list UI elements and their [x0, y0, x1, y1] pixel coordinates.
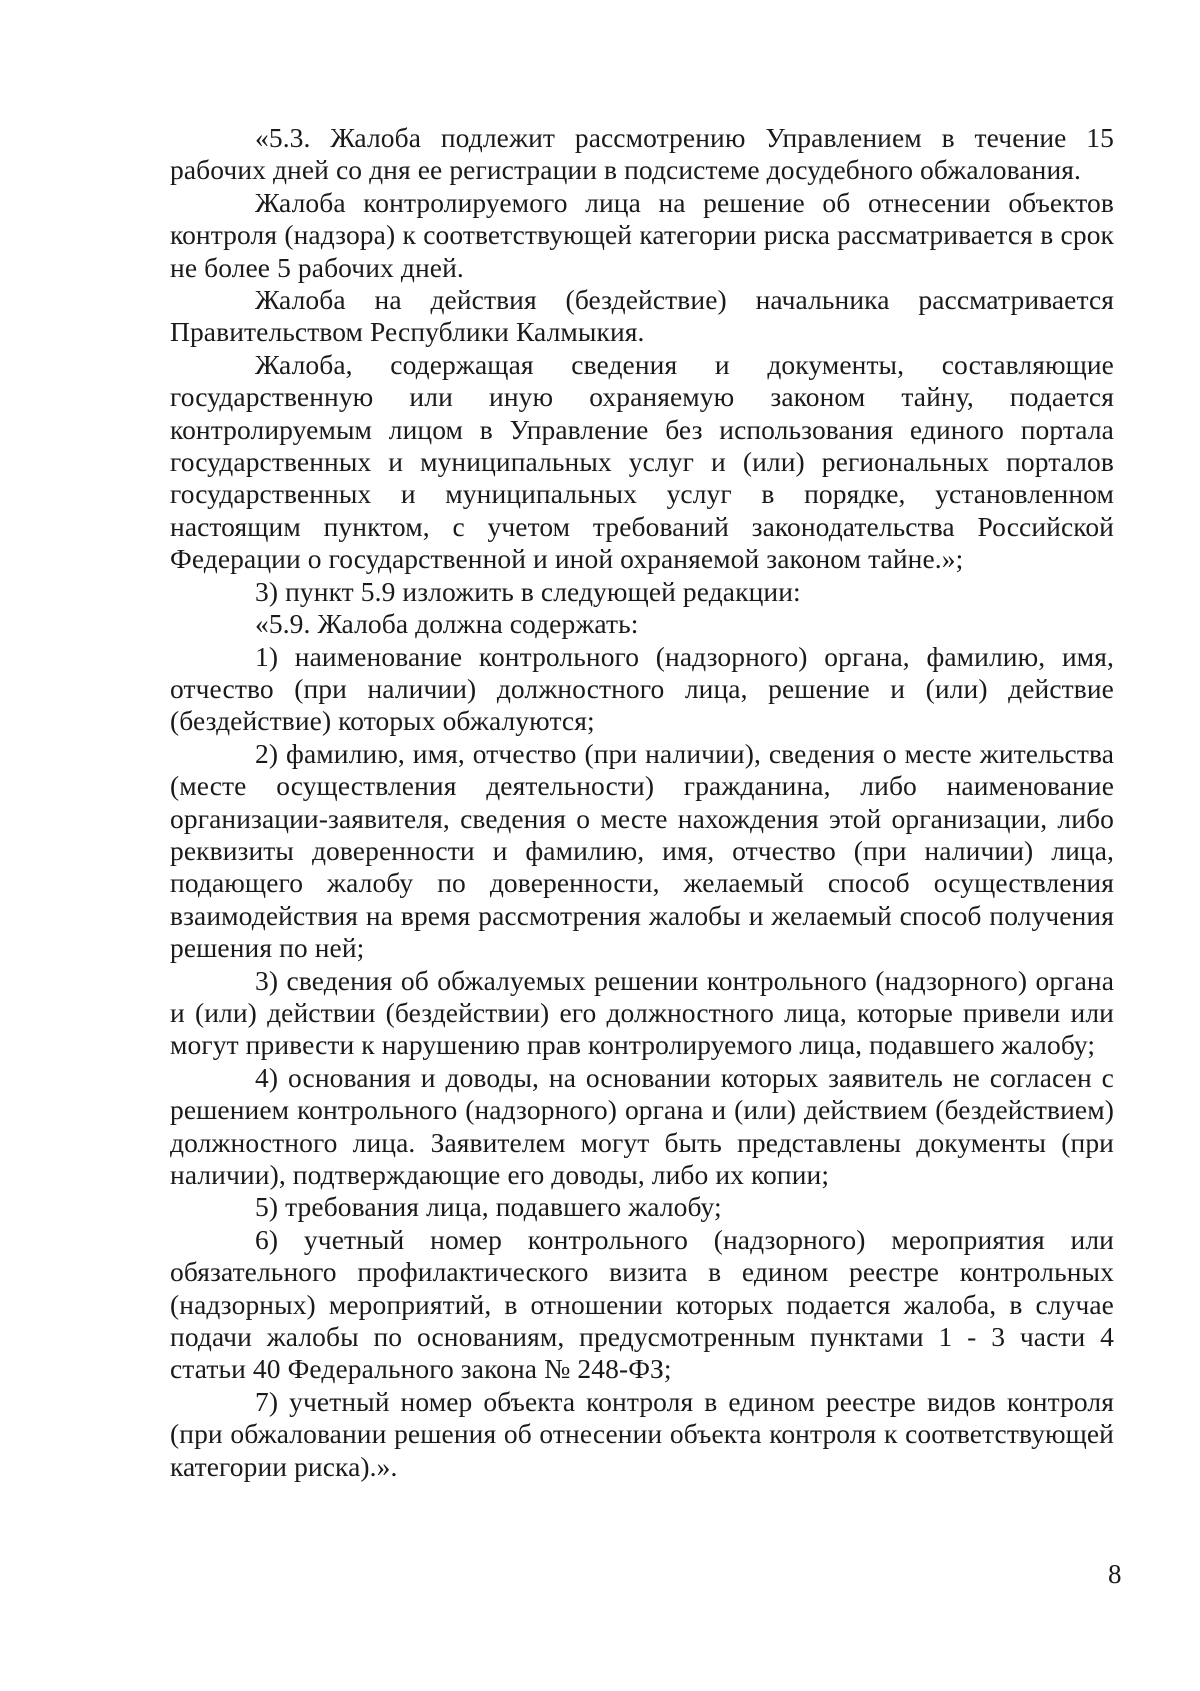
paragraph-head-complaint: Жалоба на действия (бездействие) начальника рассматривается Правительством Республики Калмыкия. [170, 284, 1114, 348]
list-item-3: 3) сведения об обжалуемых решении контрольного (надзорного) органа и (или) действии (бездействии) его должностного лица, которые привели или могут привести к нарушению прав контролируемого лица, подавшего жалобу; [170, 964, 1114, 1061]
page-number: 8 [1108, 1559, 1122, 1589]
document-body [170, 122, 1114, 1483]
list-item-6: 6) учетный номер контрольного (надзорного) мероприятия или обязательного профилактического визита в едином реестре контрольных (надзорных) мероприятий, в отношении которых подается жалоба, в случае подачи жалобы по основаниям, предусмотренным пунктами 1 - 3 части 4 статьи 40 Федерального закона № 248-ФЗ; [170, 1223, 1114, 1385]
list-item-4: 4) основания и доводы, на основании которых заявитель не согласен с решением контрольного (надзорного) органа и (или) действием (бездействием) должностного лица. Заявителем могут быть представлены документы (при наличии), подтверждающие его доводы, либо их копии; [170, 1061, 1114, 1190]
paragraph-secret-complaint: Жалоба, содержащая сведения и документы, составляющие государственную или иную охраняемую законом тайну, подается контролируемым лицом в Управление без использования единого портала государственных и муниципальных услуг и (или) региональных порталов государственных и муниципальных услуг в порядке, установленном настоящим пунктом, с учетом требований законодательства Российской Федерации о государственной и иной охраняемой законом тайне.»; [170, 348, 1114, 575]
paragraph-5-3: «5.3. Жалоба подлежит рассмотрению Управлением в течение 15 рабочих дней со дня ее регистрации в подсистеме досудебного обжалования. [170, 122, 1114, 186]
paragraph-risk-category-complaint: Жалоба контролируемого лица на решение об отнесении объектов контроля (надзора) к соответствующей категории риска рассматривается в срок не более 5 рабочих дней. [170, 186, 1114, 283]
paragraph-5-9-heading: «5.9. Жалоба должна содержать: [255, 608, 639, 640]
list-item-1: 1) наименование контрольного (надзорного) органа, фамилию, имя, отчество (при наличии) должностного лица, решение и (или) действие (бездействие) которых обжалуются; [170, 640, 1114, 737]
list-item-7: 7) учетный номер объекта контроля в едином реестре видов контроля (при обжаловании решения об отнесении объекта контроля к соответствующей категории риска).». [170, 1385, 1114, 1482]
list-item-5: 5) требования лица, подавшего жалобу; [255, 1191, 722, 1223]
paragraph-amend-5-9: 3) пункт 5.9 изложить в следующей редакции: [255, 575, 801, 607]
list-item-2: 2) фамилию, имя, отчество (при наличии), сведения о месте жительства (месте осуществления деятельности) гражданина, либо наименование организации-заявителя, сведения о месте нахождения этой организации, либо реквизиты доверенности и фамилию, имя, отчество (при наличии) лица, подающего жалобу по доверенности, желаемый способ осуществления взаимодействия на время рассмотрения жалобы и желаемый способ получения решения по ней; [170, 737, 1114, 964]
